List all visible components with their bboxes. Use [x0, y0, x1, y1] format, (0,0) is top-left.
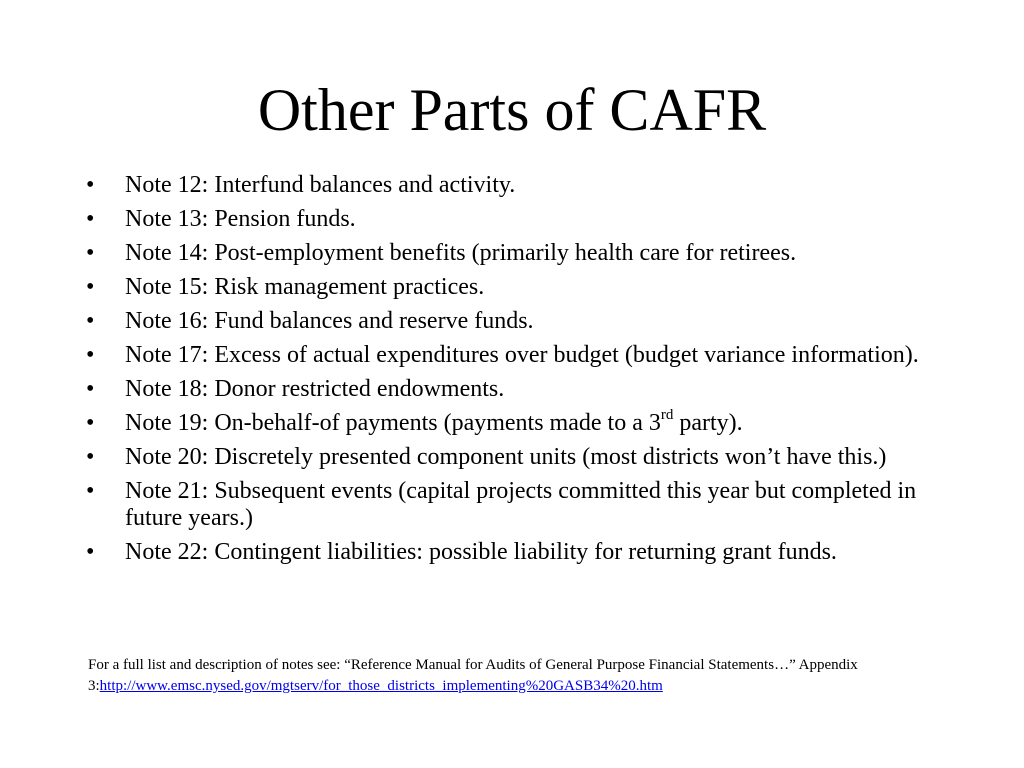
bullet-icon: •: [86, 444, 95, 470]
bullet-text: Note 21: Subsequent events (capital projects committed this year but completed in future years.): [125, 478, 917, 531]
bullet-icon: •: [86, 274, 95, 300]
bullet-text: Note 22: Contingent liabilities: possible liability for returning grant funds.: [125, 539, 837, 565]
bullet-icon: •: [86, 478, 95, 504]
bullet-icon: •: [86, 342, 95, 368]
bullet-icon: •: [86, 308, 95, 334]
bullet-item-note-14: [84, 240, 944, 267]
bullet-item-note-17: [84, 342, 944, 369]
bullet-icon: •: [86, 206, 95, 232]
bullet-item-note-19: [84, 407, 944, 437]
ordinal-superscript: rd: [660, 407, 674, 423]
bullet-icon: •: [86, 410, 95, 436]
bullet-item-note-16: [84, 308, 944, 335]
bullet-text-before: Note 19: On-behalf-of payments (payments made to a 3: [125, 410, 661, 436]
bullet-text: [125, 407, 743, 436]
bullet-item-note-15: [84, 274, 944, 301]
bullet-icon: •: [86, 172, 95, 198]
bullet-text: Note 13: Pension funds.: [125, 206, 356, 232]
slide-title: Other Parts of CAFR: [257, 77, 767, 143]
bullet-text: Note 14: Post-employment benefits (primarily health care for retirees.: [125, 240, 797, 266]
footnote: [88, 655, 968, 697]
bullet-icon: •: [86, 240, 95, 266]
bullet-text-after: party).: [673, 410, 743, 436]
bullet-item-note-12: [84, 172, 944, 199]
bullet-item-note-20: [84, 444, 944, 471]
bullet-item-note-18: [84, 376, 944, 403]
bullet-item-note-22: [84, 539, 944, 566]
bullet-text: Note 16: Fund balances and reserve funds.: [125, 308, 534, 334]
bullet-text: Note 12: Interfund balances and activity.: [125, 172, 516, 198]
bullet-item-note-13: [84, 206, 944, 233]
appendix-link[interactable]: http://www.emsc.nysed.gov/mgtserv/for_those_districts_implementing%20GASB34%20.htm: [99, 678, 663, 694]
bullet-text: Note 18: Donor restricted endowments.: [125, 376, 505, 402]
bullet-icon: •: [86, 376, 95, 402]
bullet-list: [84, 172, 944, 573]
bullet-text: Note 20: Discretely presented component units (most districts won’t have this.): [125, 444, 887, 470]
bullet-text: Note 17: Excess of actual expenditures over budget (budget variance information).: [125, 342, 919, 368]
bullet-text: Note 15: Risk management practices.: [125, 274, 485, 300]
bullet-icon: •: [86, 539, 95, 565]
bullet-item-note-21: [84, 478, 944, 532]
footnote-text: For a full list and description of notes see: “Reference Manual for Audits of General Purpose Financial Statements…” Appendix 3:: [88, 657, 858, 694]
